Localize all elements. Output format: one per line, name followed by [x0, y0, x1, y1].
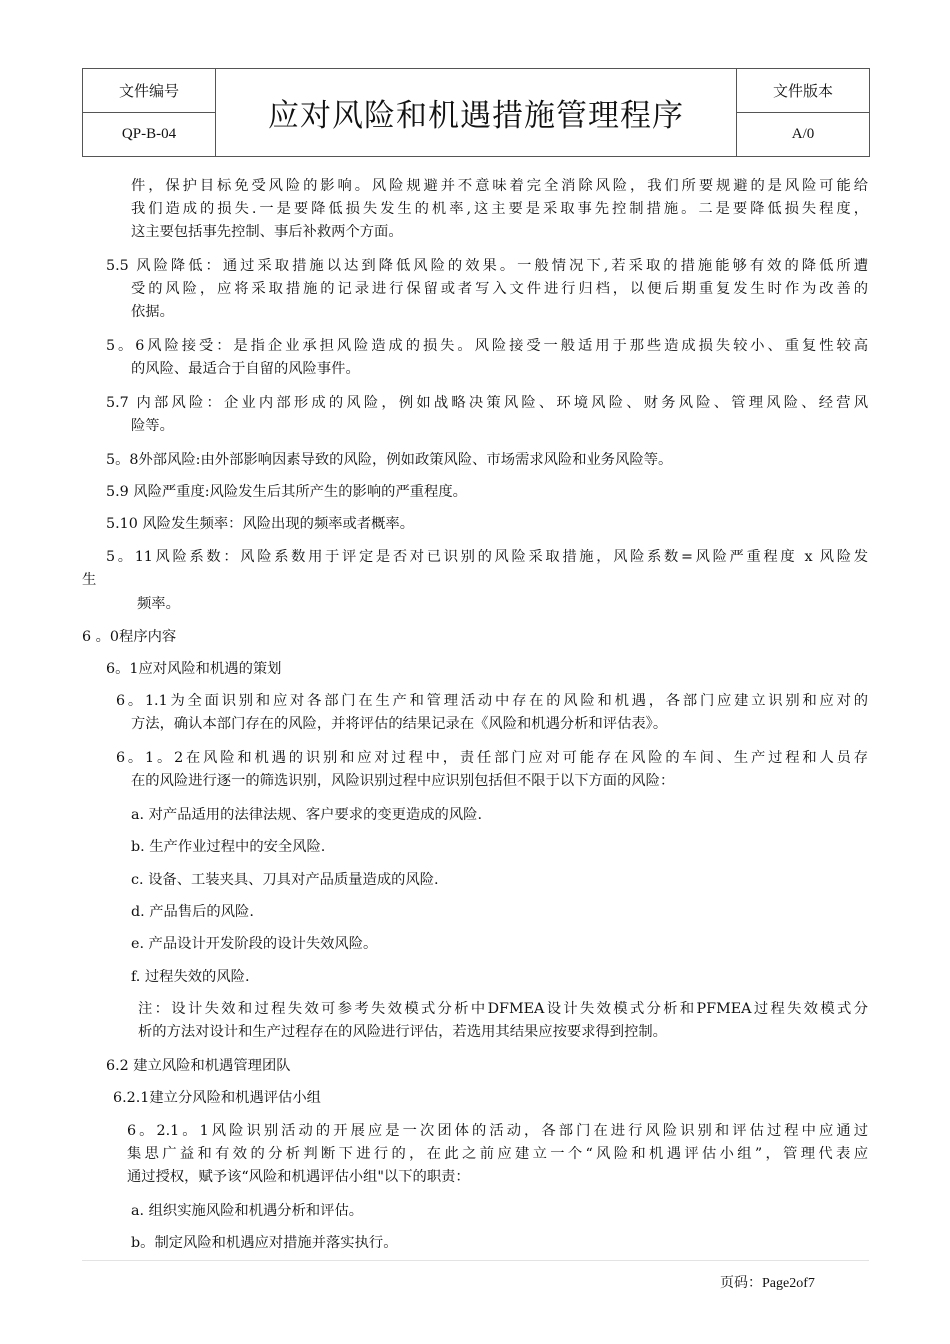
section-5-6: 5。6风险接受：是指企业承担风险造成的损失。风险接受一般适用于那些造成损失较小、重复性较高 — [106, 338, 868, 354]
list-item: b. 生产作业过程中的安全风险. — [131, 839, 326, 855]
paragraph-line: 这主要包括事先控制、事后补救两个方面。 — [131, 224, 403, 240]
list-item: e. 产品设计开发阶段的设计失效风险。 — [131, 936, 378, 952]
paragraph-line: 方法，确认本部门存在的风险，并将评估的结果记录在《风险和机遇分析和评估表》。 — [131, 716, 668, 732]
section-6-1-1: 6。1.1为全面识别和应对各部门在生产和管理活动中存在的风险和机遇，各部门应建立识别和应对的 — [116, 693, 868, 709]
section-5-5: 5.5 风险降低：通过采取措施以达到降低风险的效果。一般情况下,若采取的措施能够有效的降低所遭 — [106, 258, 868, 274]
paragraph-line: 受的风险，应将采取措施的记录进行保留或者写入文件进行归档，以便后期重复发生时作为改善的 — [131, 281, 868, 297]
paragraph-line: 频率。 — [137, 596, 180, 612]
paragraph-line: 集思广益和有效的分析判断下进行的，在此之前应建立一个“风险和机遇评估小组”，管理代表应 — [127, 1146, 868, 1162]
list-item: a. 组织实施风险和机遇分析和评估。 — [131, 1203, 364, 1219]
paragraph-line: 件，保护目标免受风险的影响。风险规避并不意味着完全消除风险，我们所要规避的是风险可能给 — [131, 178, 868, 194]
section-6-2-heading: 6.2 建立风险和机遇管理团队 — [106, 1058, 291, 1074]
section-6-0-heading: 6 。0程序内容 — [82, 629, 177, 645]
paragraph-line: 的风险、最适合于自留的风险事件。 — [131, 361, 360, 377]
paragraph-line: 依据。 — [131, 304, 174, 320]
list-item: c. 设备、工装夹具、刀具对产品质量造成的风险. — [131, 872, 439, 888]
doc-number-label: 文件编号 — [83, 69, 216, 113]
section-6-2-1-1: 6。2.1。1风险识别活动的开展应是一次团体的活动，各部门在进行风险识别和评估过程中应通过 — [127, 1123, 868, 1139]
list-item: d. 产品售后的风险. — [131, 904, 254, 920]
section-5-9: 5.9 风险严重度:风险发生后其所产生的影响的严重程度。 — [106, 484, 467, 500]
section-6-2-1-heading: 6.2.1建立分风险和机遇评估小组 — [113, 1090, 321, 1106]
section-5-10: 5.10 风险发生频率：风险出现的频率或者概率。 — [106, 516, 415, 532]
document-title: 应对风险和机遇措施管理程序 — [216, 69, 737, 157]
section-5-7: 5.7 内部风险：企业内部形成的风险，例如战略决策风险、环境风险、财务风险、管理风险、经营风 — [106, 395, 868, 411]
footer-divider — [82, 1260, 869, 1261]
header-table — [82, 68, 870, 157]
doc-version-value: A/0 — [737, 113, 870, 157]
list-item: b。制定风险和机遇应对措施并落实执行。 — [131, 1235, 398, 1251]
section-6-1-2: 6。1。2在风险和机遇的识别和应对过程中，责任部门应对可能存在风险的车间、生产过程和人员存 — [116, 750, 868, 766]
page-number: 页码：Page2of7 — [720, 1276, 815, 1291]
paragraph-line: 在的风险进行逐一的筛选识别，风险识别过程中应识别包括但不限于以下方面的风险： — [131, 773, 675, 789]
note-line: 注：设计失效和过程失效可参考失效模式分析中DFMEA设计失效模式分析和PFMEA过程失效模式分 — [138, 1001, 868, 1017]
paragraph-line: 我们造成的损失.一是要降低损失发生的机率,这主要是采取事先控制措施。二是要降低损失程度， — [131, 201, 868, 217]
paragraph-line: 通过授权，赋予该“风险和机遇评估小组"以下的职责： — [127, 1169, 470, 1185]
list-item: a. 对产品适用的法律法规、客户要求的变更造成的风险. — [131, 807, 482, 823]
paragraph-line: 险等。 — [131, 418, 174, 434]
note-line: 析的方法对设计和生产过程存在的风险进行评估，若选用其结果应按要求得到控制。 — [138, 1024, 667, 1040]
doc-number-value: QP-B-04 — [83, 113, 216, 157]
list-item: f. 过程失效的风险. — [131, 969, 250, 985]
section-5-11: 5。11风险系数：风险系数用于评定是否对已识别的风险采取措施，风险系数=风险严重程度 x 风险发 — [106, 549, 868, 565]
doc-version-label: 文件版本 — [737, 69, 870, 113]
section-6-1-heading: 6。1应对风险和机遇的策划 — [106, 661, 282, 677]
paragraph-line: 生 — [82, 572, 97, 588]
section-5-8: 5。8外部风险:由外部影响因素导致的风险，例如政策风险、市场需求风险和业务风险等。 — [106, 452, 673, 468]
